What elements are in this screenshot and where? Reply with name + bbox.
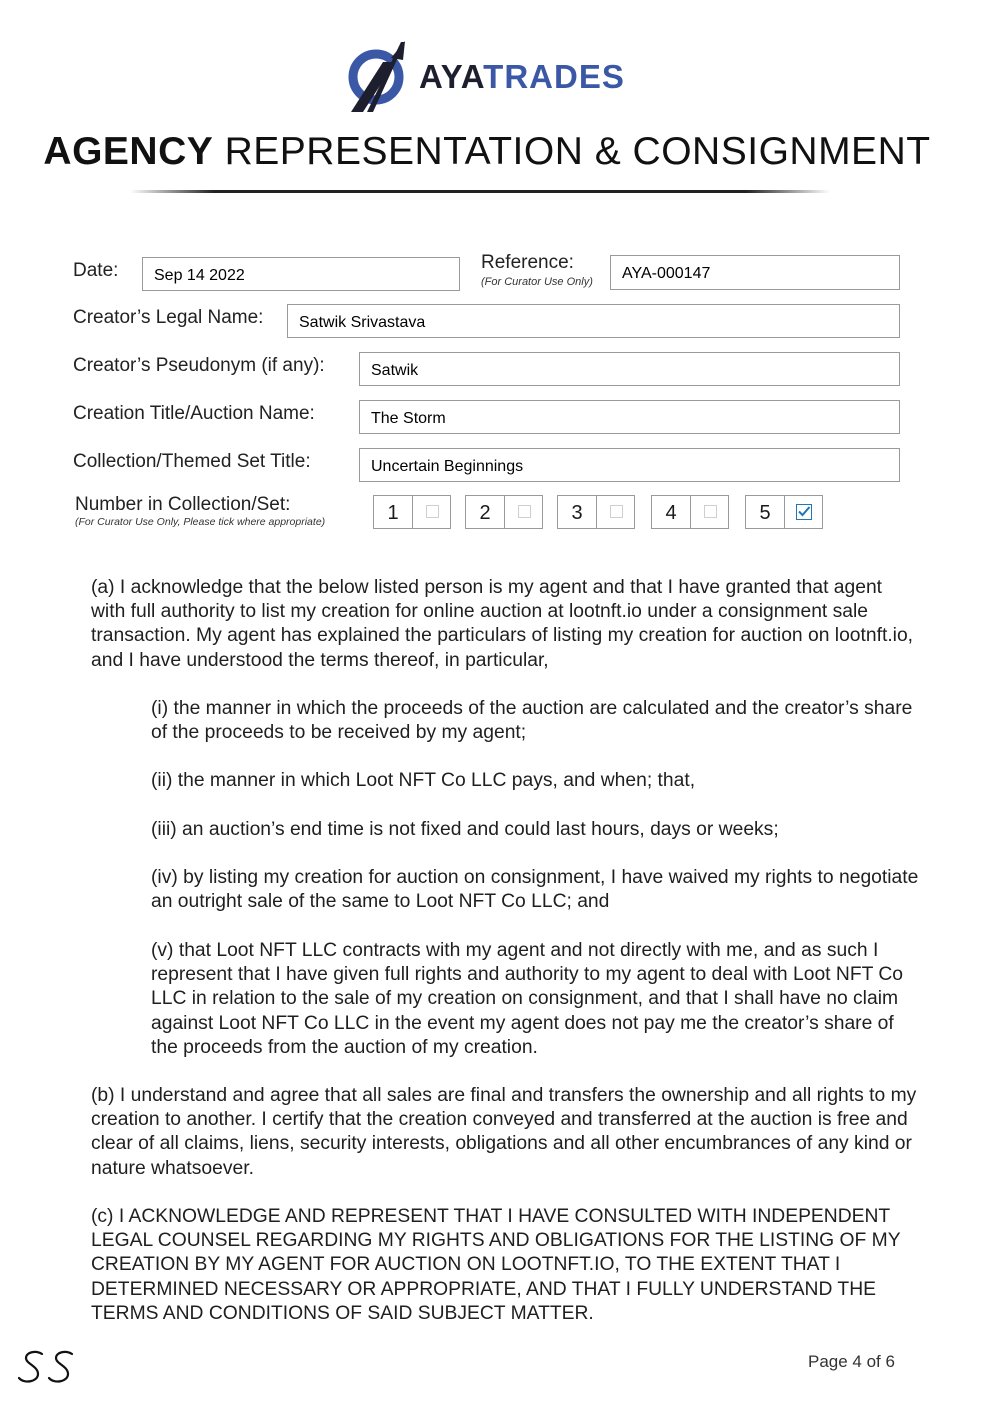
checkbox-2[interactable] [518, 505, 531, 518]
collection-number-option-2[interactable] [465, 495, 543, 529]
collection-title-field[interactable]: Uncertain Beginnings [359, 448, 900, 482]
number-label-3: 3 [558, 496, 597, 528]
number-label-5: 5 [746, 496, 785, 528]
collection-number-option-4[interactable] [651, 495, 729, 529]
collection-number-option-5[interactable] [745, 495, 823, 529]
pseudonym-field[interactable]: Satwik [359, 352, 900, 386]
date-field[interactable]: Sep 14 2022 [142, 257, 460, 291]
number-in-collection-note: (For Curator Use Only, Please tick where appropriate) [75, 516, 326, 528]
clause-a-iii: (iii) an auction’s end time is not fixed and could last hours, days or weeks; [151, 819, 779, 840]
clause-a-ii: (ii) the manner in which Loot NFT Co LLC pays, and when; that, [151, 770, 696, 791]
clause-a: (a) I acknowledge that the below listed person is my agent and that I have granted that agent with full authority to list my creation for online auction at lootnft.io under a consignment sale transaction. My agent has explained the particulars of listing my creation for auction on lootnft.io, and I have understood the terms thereof, in particular, [91, 577, 914, 671]
page-number: Page 4 of 6 [808, 1352, 895, 1371]
checkbox-5[interactable] [796, 504, 812, 520]
reference-note: (For Curator Use Only) [481, 276, 593, 288]
clause-a-i: (i) the manner in which the proceeds of the auction are calculated and the creator’s share of the proceeds to be received by my agent; [151, 698, 913, 744]
checkmark-icon [796, 503, 812, 519]
document-title [0, 130, 974, 174]
date-label: Date: [73, 260, 119, 281]
collection-number-option-3[interactable] [557, 495, 635, 529]
checkbox-4[interactable] [704, 505, 717, 518]
clause-a-iv: (iv) by listing my creation for auction on consignment, I have waived my rights to negotiate an outright sale of the same to Loot NFT Co LLC; and [151, 867, 919, 913]
title-divider [130, 190, 830, 193]
brand-name-part1: AYA [419, 58, 484, 95]
clause-a-v: (v) that Loot NFT LLC contracts with my agent and not directly with me, and as such I represent that I have given full rights and authority to my agent to deal with Loot NFT Co LLC in relation to the sale of my creation on consignment, and that I shall have no claim against Loot NFT Co LLC in the event my agent does not pay me the creator’s share of the proceeds from the auction of my creation. [151, 940, 904, 1058]
logo-mark-icon [343, 38, 415, 116]
signature-initials [14, 1346, 78, 1388]
clause-b: (b) I understand and agree that all sales are final and transfers the ownership and all rights to my creation to another. I certify that the creation conveyed and transferred at the auction is free and clear of all claims, liens, security interests, obligations and all other encumbrances of any kind or nature whatsoever. [91, 1085, 917, 1179]
number-label-2: 2 [466, 496, 505, 528]
collection-title-label: Collection/Themed Set Title: [73, 451, 311, 472]
brand-name [419, 58, 625, 96]
title-bold: AGENCY [43, 130, 214, 173]
pseudonym-label: Creator’s Pseudonym (if any): [73, 355, 325, 376]
legal-name-field[interactable]: Satwik Srivastava [287, 304, 900, 338]
collection-number-option-1[interactable] [373, 495, 451, 529]
reference-label: Reference: [481, 252, 574, 273]
creation-title-label: Creation Title/Auction Name: [73, 403, 315, 424]
clause-c: (c) I ACKNOWLEDGE AND REPRESENT THAT I HAVE CONSULTED WITH INDEPENDENT LEGAL COUNSEL REGARDING MY RIGHTS AND OBLIGATIONS FOR THE LISTING OF MY CREATION BY MY AGENT FOR AUCTION ON LOOTNFT.IO, TO THE EXTENT THAT I DETERMINED NECESSARY OR APPROPRIATE, AND THAT I FULLY UNDERSTAND THE TERMS AND CONDITIONS OF SAID SUBJECT MATTER. [91, 1206, 901, 1324]
brand-name-part2: TRADES [483, 58, 625, 95]
reference-field[interactable]: AYA-000147 [610, 255, 900, 290]
ayatrades-logo [343, 38, 633, 116]
checkbox-3[interactable] [610, 505, 623, 518]
number-label-1: 1 [374, 496, 413, 528]
creation-title-field[interactable]: The Storm [359, 400, 900, 434]
title-rest: REPRESENTATION & CONSIGNMENT [213, 130, 931, 173]
checkbox-1[interactable] [426, 505, 439, 518]
legal-name-label: Creator’s Legal Name: [73, 307, 264, 328]
number-label-4: 4 [652, 496, 691, 528]
number-in-collection-label: Number in Collection/Set: [75, 494, 291, 515]
